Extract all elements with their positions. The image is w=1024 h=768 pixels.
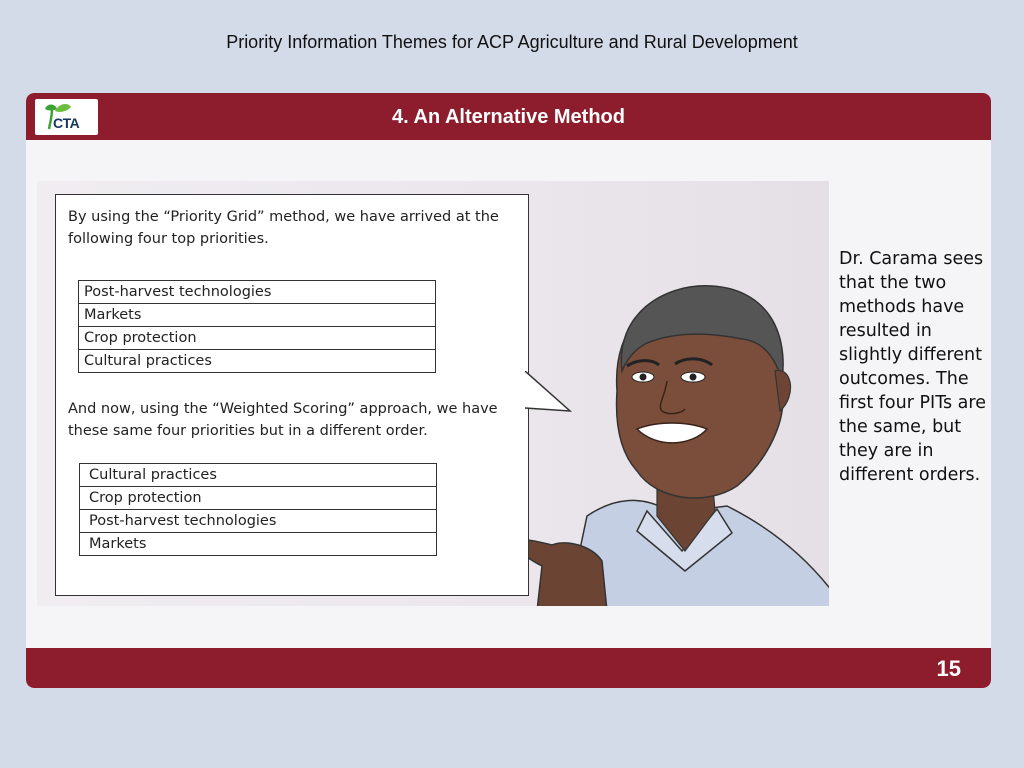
table-row: Crop protection: [79, 327, 435, 350]
weighted-scoring-table: [79, 463, 437, 556]
priority-grid-intro: By using the “Priority Grid” method, we have arrived at the following four top priorities.: [68, 209, 499, 247]
table-row: Markets: [79, 304, 435, 327]
table-row: Cultural practices: [84, 353, 212, 369]
slide: [26, 93, 991, 688]
page-number: 15: [936, 656, 961, 681]
speech-bubble-tail: [525, 371, 575, 416]
document-title: Priority Information Themes for ACP Agriculture and Rural Development: [226, 32, 798, 52]
priority-grid-table: [78, 280, 436, 373]
speech-bubble: [55, 194, 529, 596]
dr-carama-illustration: [497, 261, 829, 606]
narration-text: Dr. Carama sees that the two methods have resulted in slightly different outcomes. The first four PITs are the same, but they are in different orders.: [839, 249, 986, 485]
illustration: [37, 181, 829, 606]
slide-header: [26, 93, 991, 140]
table-row: Cultural practices: [80, 464, 436, 487]
table-row: Crop protection: [80, 487, 436, 510]
logo-text: CTA: [53, 115, 80, 131]
table-row: Markets: [89, 536, 147, 552]
table-row: Post-harvest technologies: [80, 510, 436, 533]
weighted-scoring-intro: And now, using the “Weighted Scoring” approach, we have these same four priorities but in a different order.: [68, 401, 498, 439]
slide-footer: [26, 648, 991, 688]
table-row: Post-harvest technologies: [79, 281, 435, 304]
slide-title: 4. An Alternative Method: [392, 106, 625, 128]
